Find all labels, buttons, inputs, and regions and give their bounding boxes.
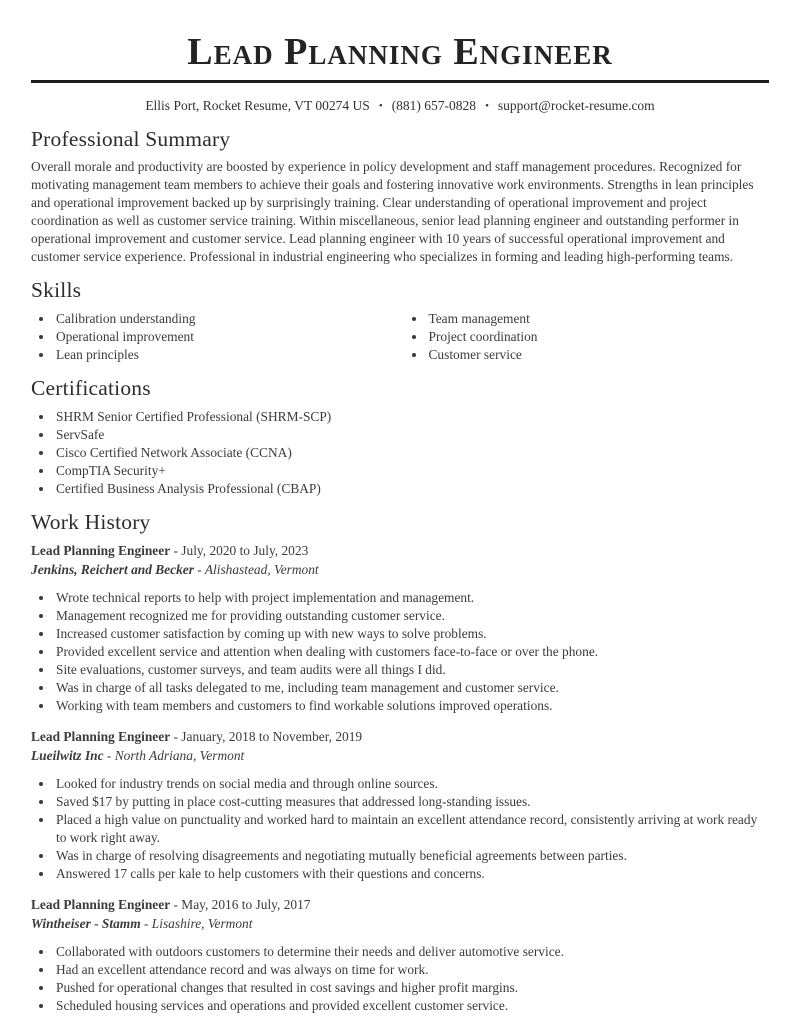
job-dates: - July, 2020 to July, 2023: [170, 543, 309, 559]
job-bullet: • Scheduled housing services and operations and provided excellent customer service.: [54, 997, 769, 1015]
certification-item: • SHRM Senior Certified Professional (SHRM-SCP): [54, 408, 769, 426]
skills-list: [31, 310, 769, 364]
job-bullet: • Site evaluations, customer surveys, and team audits were all things I did.: [54, 661, 769, 679]
skills-heading: Skills: [31, 278, 82, 303]
job-entry: [31, 895, 769, 1015]
job-bullet: • Had an excellent attendance record and was always on time for work.: [54, 961, 769, 979]
job-bullet: • Pushed for operational changes that resulted in cost savings and higher profit margins.: [54, 979, 769, 997]
job-company: Wintheiser - Stamm: [31, 916, 141, 932]
contact-email: support@rocket-resume.com: [497, 97, 655, 113]
job-title: Lead Planning Engineer: [31, 543, 171, 559]
section-professional-summary: [31, 127, 769, 267]
certification-item: • CompTIA Security+: [54, 462, 769, 480]
certification-item: • Certified Business Analysis Professional (CBAP): [54, 480, 769, 498]
job-location: - Lisashire, Vermont: [140, 916, 253, 932]
job-company: Lueilwitz Inc: [31, 748, 104, 764]
section-certifications: [31, 376, 769, 498]
skill-item: • Lean principles: [54, 346, 397, 364]
work-history-heading: Work History: [31, 509, 151, 534]
job-bullet: • Was in charge of resolving disagreements and negotiating mutually beneficial agreements between parties.: [54, 847, 769, 865]
contact-separator-icon: •: [378, 99, 383, 112]
section-skills: [31, 278, 769, 364]
job-bullet: • Wrote technical reports to help with project implementation and management.: [54, 589, 769, 607]
job-bullets: [31, 943, 769, 1015]
skill-item: • Team management: [427, 310, 770, 328]
job-bullet: • Looked for industry trends on social media and through online sources.: [54, 775, 769, 793]
page-title: Lead Planning Engineer: [187, 31, 613, 73]
professional-summary-text: Overall morale and productivity are boosted by experience in policy development and staff management procedures. Recognized for motivating management team members to achieve their goals and fostering innovative work environments. Strengths in lean principles and operational improvement backed up by surprisingly training. Clear understanding of operational improvement and project coordination as well as customer service training. Within miscellaneous, senior lead planning engineer and outstanding performer in operational improvement and customer service. Lead planning engineer with 10 years of successful operational improvement and customer service experience. Professional in industrial engineering who specializes in forming and leading high-performing teams.: [31, 159, 754, 265]
skill-item: • Customer service: [427, 346, 770, 364]
job-title-line: [31, 895, 769, 914]
job-company-line: [31, 914, 769, 933]
job-dates: - January, 2018 to November, 2019: [170, 729, 363, 745]
contact-separator-icon: •: [485, 99, 489, 112]
skill-item: • Operational improvement: [54, 328, 397, 346]
job-bullet: • Placed a high value on punctuality and worked hard to maintain an excellent attendance record, consistently arriving at work ready to work right away.: [54, 811, 769, 847]
skill-item: • Calibration understanding: [54, 310, 397, 328]
job-company: Jenkins, Reichert and Becker: [31, 562, 194, 578]
job-bullet: • Working with team members and customers to find workable solutions improved operations.: [54, 697, 769, 715]
certification-item: • ServSafe: [54, 426, 769, 444]
job-dates: - May, 2016 to July, 2017: [170, 897, 311, 913]
job-title: Lead Planning Engineer: [31, 729, 171, 745]
job-location: - North Adriana, Vermont: [103, 748, 245, 764]
job-location: - Alishastead, Vermont: [193, 562, 319, 578]
job-bullet: • Saved $17 by putting in place cost-cutting measures that addressed long-standing issues.: [54, 793, 769, 811]
contact-location: Ellis Port, Rocket Resume, VT 00274 US: [145, 97, 370, 113]
job-bullet: • Increased customer satisfaction by coming up with new ways to solve problems.: [54, 625, 769, 643]
job-bullet: • Management recognized me for providing outstanding customer service.: [54, 607, 769, 625]
job-title-line: [31, 541, 769, 560]
job-entry: [31, 541, 769, 715]
contact-line: [31, 97, 769, 115]
header-divider: [31, 80, 769, 83]
certifications-heading: Certifications: [31, 376, 151, 401]
job-bullets: [31, 589, 769, 715]
job-company-line: [31, 746, 769, 765]
contact-phone: (881) 657-0828: [391, 97, 477, 113]
job-title-line: [31, 727, 769, 746]
section-work-history: [31, 510, 769, 1016]
certification-item: • Cisco Certified Network Associate (CCNA): [54, 444, 769, 462]
job-bullet: • Was in charge of all tasks delegated to me, including team management and customer service.: [54, 679, 769, 697]
work-history-jobs: [31, 541, 769, 1015]
skill-item: • Project coordination: [427, 328, 770, 346]
job-bullet: • Collaborated with outdoors customers to determine their needs and deliver automotive service.: [54, 943, 769, 961]
certifications-list: [31, 408, 769, 498]
job-bullet: • Provided excellent service and attention when dealing with customers face-to-face or over the phone.: [54, 643, 769, 661]
job-bullet: • Answered 17 calls per kale to help customers with their questions and concerns.: [54, 865, 769, 883]
job-company-line: [31, 560, 769, 579]
job-title: Lead Planning Engineer: [31, 897, 171, 913]
job-bullets: [31, 775, 769, 883]
job-entry: [31, 727, 769, 883]
professional-summary-heading: Professional Summary: [31, 126, 231, 151]
